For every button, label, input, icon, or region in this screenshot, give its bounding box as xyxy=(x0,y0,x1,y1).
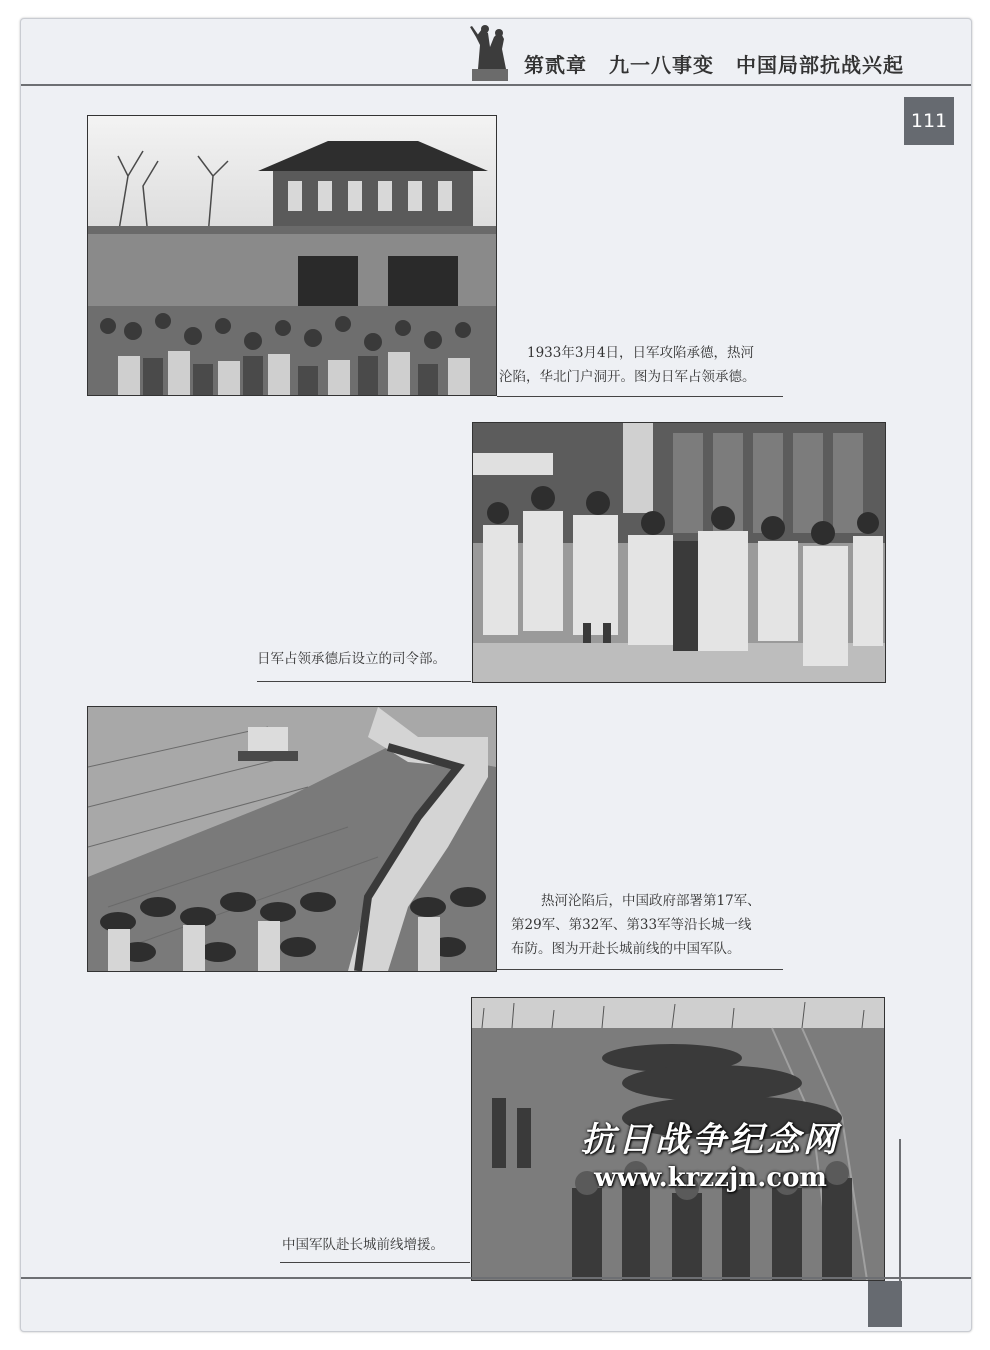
book-page xyxy=(20,18,972,1332)
photo-great-wall xyxy=(87,706,497,972)
watermark-title: 抗日战争纪念网 xyxy=(581,1120,840,1160)
footer-divider xyxy=(21,1277,971,1279)
caption-1 xyxy=(499,341,799,389)
footer-block xyxy=(868,1281,902,1327)
caption-3-line-3: 布防。图为开赴长城前线的中国军队。 xyxy=(511,941,741,957)
caption-4-line-1: 中国军队赴长城前线增援。 xyxy=(282,1237,444,1253)
caption-2-line-1: 日军占领承德后设立的司令部。 xyxy=(257,651,446,667)
watermark-url: www.krzzjn.com xyxy=(594,1163,827,1193)
caption-3 xyxy=(499,889,799,961)
chapter-title: 中国局部抗战兴起 xyxy=(736,53,904,77)
caption-2 xyxy=(257,647,467,671)
caption-3-rule xyxy=(497,969,783,970)
photo-headquarters xyxy=(472,422,886,683)
soldier-statue-emblem xyxy=(468,23,512,81)
watermark xyxy=(581,1112,840,1193)
chapter-number: 第贰章 xyxy=(524,53,587,77)
caption-1-line-1: 1933年3月4日，日军攻陷承德，热河 xyxy=(527,345,755,361)
footer-vertical-rule xyxy=(899,1139,901,1284)
caption-2-rule xyxy=(257,681,471,682)
caption-3-line-2: 第29军、第32军、第33军等沿长城一线 xyxy=(511,917,752,933)
caption-3-line-1: 热河沦陷后，中国政府部署第17军、 xyxy=(541,893,761,909)
chapter-header xyxy=(524,49,904,78)
caption-1-line-2: 沦陷，华北门户洞开。图为日军占领承德。 xyxy=(499,369,756,385)
caption-1-rule xyxy=(497,396,783,397)
header-divider xyxy=(21,84,971,86)
page-number: 111 xyxy=(904,97,954,145)
caption-4-rule xyxy=(280,1262,470,1263)
caption-4 xyxy=(282,1233,472,1257)
chapter-event: 九一八事变 xyxy=(609,53,714,77)
photo-chengde-gate xyxy=(87,115,497,396)
